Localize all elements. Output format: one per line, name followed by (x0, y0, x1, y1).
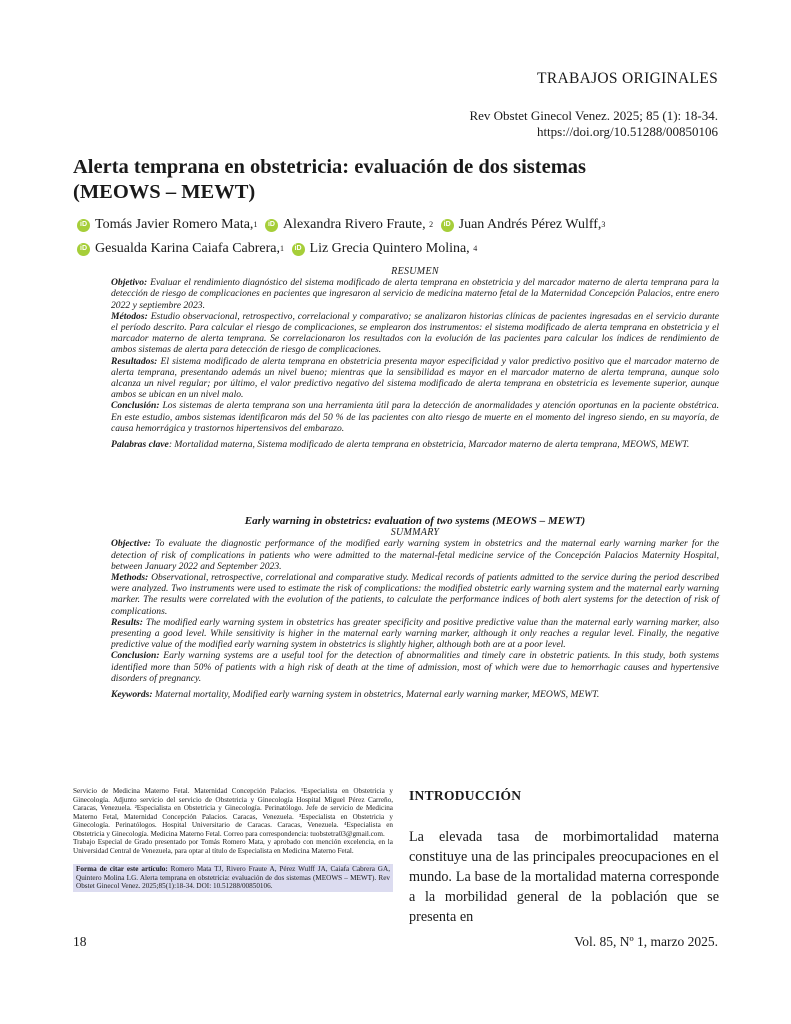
article-title: Alerta temprana en obstetricia: evaluación de dos sistemas (MEOWS – MEWT) (73, 156, 587, 203)
section-label: TRABAJOS ORIGINALES (537, 70, 718, 87)
resumen-conclusion: Conclusión: Los sistemas de alerta temprana son una herramienta útil para la detección de anormalidades y atención oportunas en la paciente obstétrica. En este estudio, ambos sistemas identificaron más del 50 % de las pacientes con alto riesgo de muerte en el momento del ingreso siendo, en su mayoría, de causa hemorrágica y trastornos hipertensivos del embarazo. (111, 400, 720, 434)
orcid-icon[interactable]: iD (77, 219, 90, 232)
resumen-heading: RESUMEN (391, 266, 439, 277)
orcid-icon[interactable]: iD (292, 243, 305, 256)
orcid-icon[interactable]: iD (441, 219, 454, 232)
journal-line: Rev Obstet Ginecol Venez. 2025; 85 (1): 18-34. (469, 108, 718, 123)
author-3[interactable]: iD Juan Andrés Pérez Wulff, 3 (441, 214, 606, 236)
author-line-2 (77, 236, 727, 260)
thesis-note: Trabajo Especial de Grado presentado por Tomás Romero Mata, y aprobado con mención excelencia, en la Universidad Central de Venezuela, para optar al título de Especialista en Medicina Materno Fetal. (73, 838, 393, 855)
author-1[interactable]: iD Tomás Javier Romero Mata, 1 (77, 214, 257, 236)
orcid-icon[interactable]: iD (77, 243, 90, 256)
resumen-objetivo: Objetivo: Evaluar el rendimiento diagnóstico del sistema modificado de alerta temprana en obstetricia y del marcador materno de alerta temprana para la detección de riesgo de complicaciones en pacientes que ingresaron al servicio de medicina materno fetal de la Maternidad Concepción Palacios, entre enero 2022 y septiembre 2023. (111, 277, 719, 311)
introduction-heading: INTRODUCCIÓN (409, 788, 522, 803)
resumen-resultados: Resultados: El sistema modificado de alerta temprana en obstetricia presenta mayor especificidad y valor predictivo positivo que el marcador materno de alerta temprana, presentando además un nivel bueno; mientras que la sensibilidad es mayor en el marcador materno de alerta temprana, aunque solo alcanza un nivel regular; por último, el valor predictivo negativo del sistema modificado de alerta temprana en obstetricia es levemente superior, aunque ambos se ubican en un nivel malo. (111, 355, 719, 401)
summary-block (111, 516, 719, 700)
orcid-icon[interactable]: iD (265, 219, 278, 232)
how-to-cite-box (73, 864, 393, 892)
keywords: Keywords: Maternal mortality, Modified early warning system in obstetrics, Maternal early warning marker, MEOWS, MEWT. (111, 689, 600, 701)
introduction-text: La elevada tasa de morbimortalidad materna constituye una de las principales preocupaciones en el mundo. La base de la mortalidad materna corresponde a la morbilidad general de la población que se presenta en (409, 829, 719, 925)
summary-heading: SUMMARY (390, 527, 440, 539)
summary-results: Results: The modified early warning system in obstetrics has greater specificity and positive predictive value than the maternal early warning marker, also presenting a good level. While sensitivity is higher in the maternal early warning marker, although it only reaches a regular level. Finally, the negative predictive value of the modified early warning system in obstetrics is slightly higher, although both are at a poor level. (111, 616, 719, 651)
author-5[interactable]: iD Liz Grecia Quintero Molina, 4 (292, 238, 478, 260)
palabras-clave: Palabras clave: Mortalidad materna, Sistema modificado de alerta temprana en obstetricia, Marcador materno de alerta temprana, MEOWS, MEWT. (111, 439, 690, 451)
affiliations (73, 787, 393, 855)
affiliation-text: Servicio de Medicina Materno Fetal. Maternidad Concepción Palacios. ¹Especialista en Obstetricia y Ginecología. Adjunto servicio del servicio de Obstetricia y Ginecología Hospital Miguel Pérez Carreño, Caracas, Venezuela. ²Especialista en Obstetricia y Ginecología. Perinatólogo. Jefe de servicio de Medicina Materno Fetal, Maternidad Concepción Palacios. Caracas, Venezuela. ³Especialista en Obstetricia y Ginecología. Perinatólogos. Hospital Universitario de Caracas. Caracas, Venezuela. ⁴Especialista en Obstetricia y Ginecología. Medicina Materno Fetal. Correo para correspondencia: tuobstetra03@gmail.com. (73, 787, 393, 838)
summary-conclusion: Conclusion: Early warning systems are a useful tool for the detection of abnormalities and timely care in obstetric patients. In this study, both systems identified more than 50% of patients with a high risk of death at the time of admission, most of which were due to hemorrhagic causes and hypertensive disorders of pregnancy. (111, 650, 719, 684)
issue-info: Vol. 85, Nº 1, marzo 2025. (574, 934, 718, 949)
doi-link[interactable]: https://doi.org/10.51288/00850106 (536, 124, 718, 139)
page-number: 18 (73, 934, 87, 949)
author-list (77, 212, 727, 260)
author-2[interactable]: iD Alexandra Rivero Fraute, 2 (265, 214, 433, 236)
cite-label: Forma de citar este artículo: (76, 865, 168, 873)
author-line-1 (77, 212, 727, 236)
english-title: Early warning in obstetrics: evaluation of two systems (MEOWS – MEWT) (244, 515, 586, 527)
cite-text: Romero Mata TJ, Rivero Fraute A, Pérez Wulff JA, Caiafa Cabrera GA, Quintero Molina LG. Alerta temprana en obstetricia: evaluación de dos sistemas (MEOWS – MEWT). Rev Obstet Ginecol Venez. 2025;85(1):18-34. DOI: 10.51288/00850106. (76, 865, 390, 890)
journal-citation (469, 108, 718, 140)
resumen-metodos: Métodos: Estudio observacional, retrospectivo, correlacional y comparativo; se analizaron historias clínicas de pacientes ingresadas en el servicio durante el período descrito. Para calcular el riesgo de complicaciones, se emplearon dos instrumentos: el sistema modificado de alerta temprana en obstetricia y el marcador materno de alerta temprana. Se correlacionaron los resultados con la evolución de las pacientes para calcular los índices de rendimiento de ambos sistemas de alerta para detección de riesgo de complicaciones. (111, 310, 720, 356)
resumen-block (111, 266, 719, 450)
author-4[interactable]: iD Gesualda Karina Caiafa Cabrera, 1 (77, 238, 284, 260)
summary-methods: Methods: Observational, retrospective, correlational and comparative study. Medical records of patients admitted to the service during the period described were analyzed. Two instruments were used to estimate the risk of complications: the modified obstetric early warning system and the maternal early warning marker. The results were correlated with the evolution of the patients, to calculate the performance indices of both alert systems for the detection of risk of complications. (111, 572, 719, 617)
summary-objective: Objective: To evaluate the diagnostic performance of the modified early warning system in obstetrics and the maternal early warning marker for the detection of risk of complications in patients who were admitted to the maternal-fetal medicine service of the Concepción Palacios Maternity Hospital, between January 2022 and September 2023. (111, 538, 719, 572)
